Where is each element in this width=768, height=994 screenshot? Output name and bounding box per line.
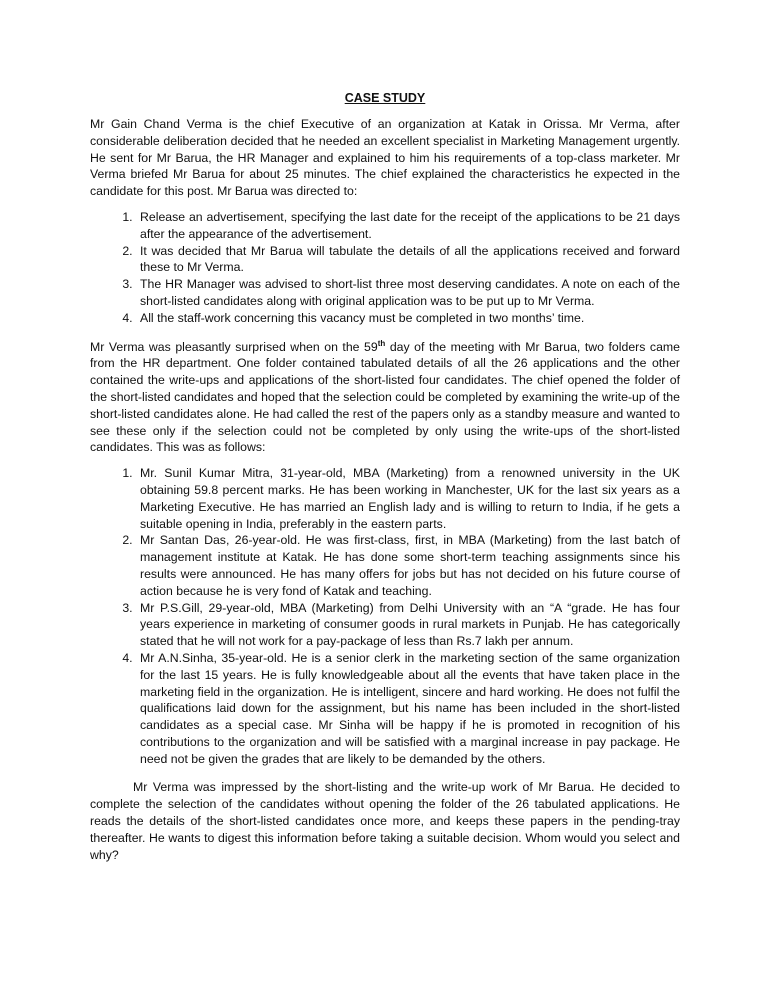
directives-list xyxy=(90,209,680,327)
intro-paragraph: Mr Gain Chand Verma is the chief Executive of an organization at Katak in Orissa. Mr Verma, after considerable deliberation decided that he needed an excellent specialist in Marketing Management urgently. He sent for Mr Barua, the HR Manager and explained to him his requirements of a top-class marketer. Mr Verma briefed Mr Barua for about 25 minutes. The chief explained the characteristics he expected in the candidate for this post. Mr Barua was directed to: xyxy=(90,117,680,199)
list-item: 4. Mr A.N.Sinha, 35-year-old. He is a senior clerk in the marketing section of the same organization for the last 15 years. He is fully knowledgeable about all the events that have taken place in the marketing field in the organization. He is intelligent, sincere and hard working. He does not fulfil the qualifications laid down for the assignment, but his name has been included in the short-listed candidates as a special case. Mr Sinha will be happy if he is promoted in recognition of his contributions to the organization and will be satisfied with a marginal increase in pay package. He need not be given the grades that are likely to be demanded by the others. xyxy=(136,650,680,768)
ordinal-superscript: th xyxy=(377,338,386,348)
paragraph-text: Mr Verma was pleasantly surprised when on the 59 xyxy=(90,339,378,354)
list-item: 2. Mr Santan Das, 26-year-old. He was first-class, first, in MBA (Marketing) from the last batch of management institute at Katak. He has done some short-term teaching assignments since his results were announced. He has many offers for jobs but has not decided on his future course of action because he is very fond of Katak and teaching. xyxy=(136,532,680,599)
page-title: CASE STUDY xyxy=(344,91,426,105)
list-item: 4. All the staff-work concerning this vacancy must be completed in two months’ time. xyxy=(136,310,680,327)
list-item: 3. Mr P.S.Gill, 29-year-old, MBA (Marketing) from Delhi University with an “A “grade. He has four years experience in marketing of consumer goods in rural markets in Punjab. He has categorically stated that he will not work for a pay-package of less than Rs.7 lakh per annum. xyxy=(136,600,680,650)
list-item: 3. The HR Manager was advised to short-list three most deserving candidates. A note on each of the short-listed candidates along with original application was to be put up to Mr Verma. xyxy=(136,276,680,310)
list-item: 1. Mr. Sunil Kumar Mitra, 31-year-old, MBA (Marketing) from a renowned university in the UK obtaining 59.8 percent marks. He has been working in Manchester, UK for the last six years as a Marketing Executive. He has married an English lady and is willing to return to India, if he gets a suitable opening in India, preferably in the eastern parts. xyxy=(136,465,680,532)
list-item: 1. Release an advertisement, specifying the last date for the receipt of the applications to be 21 days after the appearance of the advertisement. xyxy=(136,209,680,243)
candidates-list xyxy=(90,465,680,767)
list-item: 2. It was decided that Mr Barua will tabulate the details of all the applications received and forward these to Mr Verma. xyxy=(136,243,680,277)
paragraph-text: day of the meeting with Mr Barua, two folders came from the HR department. One folder contained tabulated details of all the 26 applications and the other contained the write-ups and applications of the short-listed four candidates. The chief opened the folder of the short-listed candidates and hoped that the selection could be completed by examining the write-up of the short-listed candidates alone. He had called the rest of the papers only as a standby measure and wanted to see these only if the selection could not be completed by only using the write-ups of the short-listed candidates. This was as follows: xyxy=(90,339,681,455)
closing-paragraph: Mr Verma was impressed by the short-listing and the write-up work of Mr Barua. He decided to complete the selection of the candidates without opening the folder of the 26 tabulated applications. He reads the details of the short-listed candidates once more, and keeps these papers in the pending-tray thereafter. He wants to digest this information before taking a suitable decision. Whom would you select and why? xyxy=(90,780,680,862)
folders-paragraph xyxy=(90,339,680,457)
